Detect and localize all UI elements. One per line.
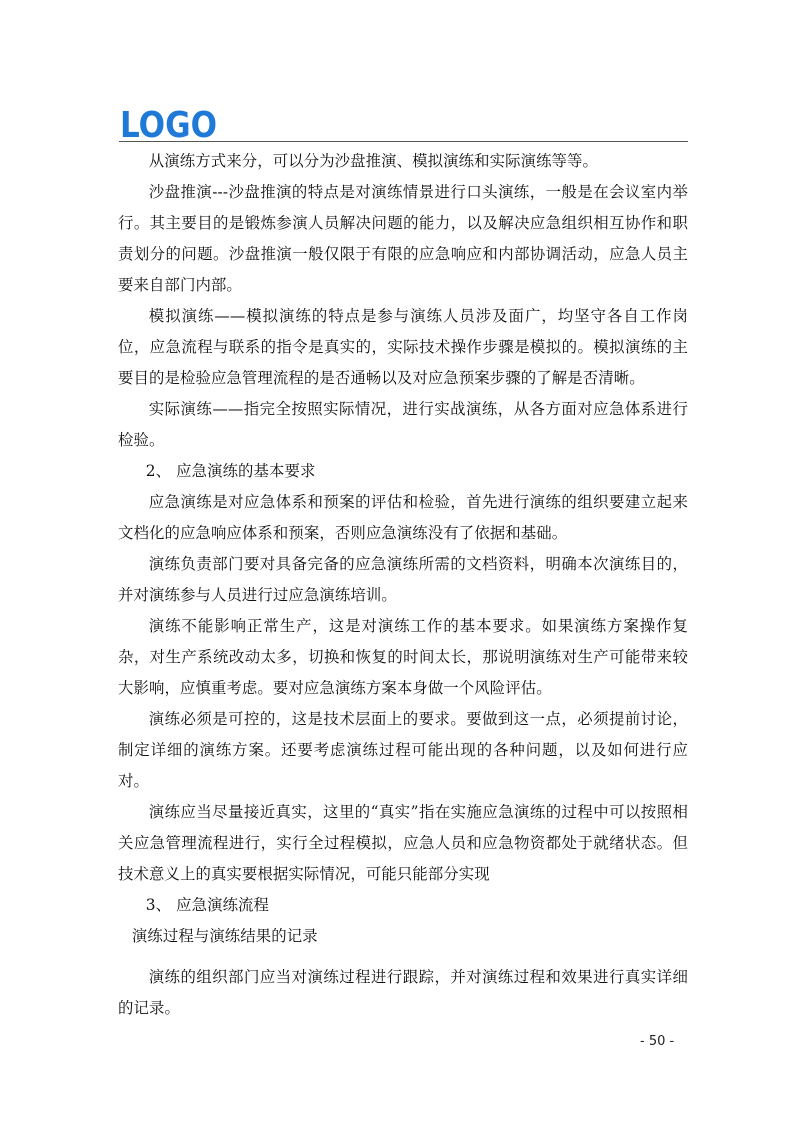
paragraph-requirements-2: 演练负责部门要对具备完备的应急演练所需的文档资料，明确本次演练目的，并对演练参与人员进行过应急演练培训。 (118, 555, 688, 604)
section-heading-requirements: 2、 应急演练的基本要求 (145, 462, 316, 480)
paragraph-requirements-3: 演练不能影响正常生产，这是对演练工作的基本要求。如果演练方案操作复杂，对生产系统改动太多，切换和恢复的时间太长，那说明演练对生产可能带来较大影响，应慎重考虑。要对应急演练方案本身做一个风险评估。 (118, 617, 688, 697)
paragraph-tabletop: 沙盘推演---沙盘推演的特点是对演练情景进行口头演练，一般是在会议室内举行。其主要目的是锻炼参演人员解决问题的能力，以及解决应急组织相互协作和职责划分的问题。沙盘推演一般仅限于有限的应急响应和内部协调活动，应急人员主要来自部门内部。 (118, 183, 688, 294)
paragraph-requirements-5: 演练应当尽量接近真实，这里的“真实”指在实施应急演练的过程中可以按照相关应急管理流程进行，实行全过程模拟，应急人员和应急物资都处于就绪状态。但技术意义上的真实要根据实际情况，可能只能部分实现 (118, 803, 688, 883)
document-body (118, 146, 688, 1024)
subheading-records: 演练过程与演练结果的记录 (131, 927, 318, 945)
logo (119, 105, 219, 146)
paragraph-exercise-types: 从演练方式来分，可以分为沙盘推演、模拟演练和实际演练等等。 (148, 152, 599, 170)
section-heading-process: 3、 应急演练流程 (145, 896, 270, 914)
page-number: - 50 - (640, 1034, 675, 1049)
paragraph-requirements-1: 应急演练是对应急体系和预案的评估和检验，首先进行演练的组织要建立起来文档化的应急响应体系和预案，否则应急演练没有了依据和基础。 (118, 493, 688, 542)
paragraph-simulation: 模拟演练——模拟演练的特点是参与演练人员涉及面广，均坚守各自工作岗位，应急流程与联系的指令是真实的，实际技术操作步骤是模拟的。模拟演练的主要目的是检验应急管理流程的是否通畅以及对应急预案步骤的了解是否清晰。 (118, 307, 688, 387)
paragraph-records: 演练的组织部门应当对演练过程进行跟踪，并对演练过程和效果进行真实详细的记录。 (118, 968, 688, 1017)
header-rule (119, 141, 688, 142)
paragraph-requirements-4: 演练必须是可控的，这是技术层面上的要求。要做到这一点，必须提前讨论，制定详细的演练方案。还要考虑演练过程可能出现的各种问题，以及如何进行应对。 (118, 710, 688, 790)
logo-text: LOGO (120, 105, 217, 146)
paragraph-live-drill: 实际演练——指完全按照实际情况，进行实战演练，从各方面对应急体系进行检验。 (118, 400, 688, 449)
spacer (118, 952, 688, 962)
